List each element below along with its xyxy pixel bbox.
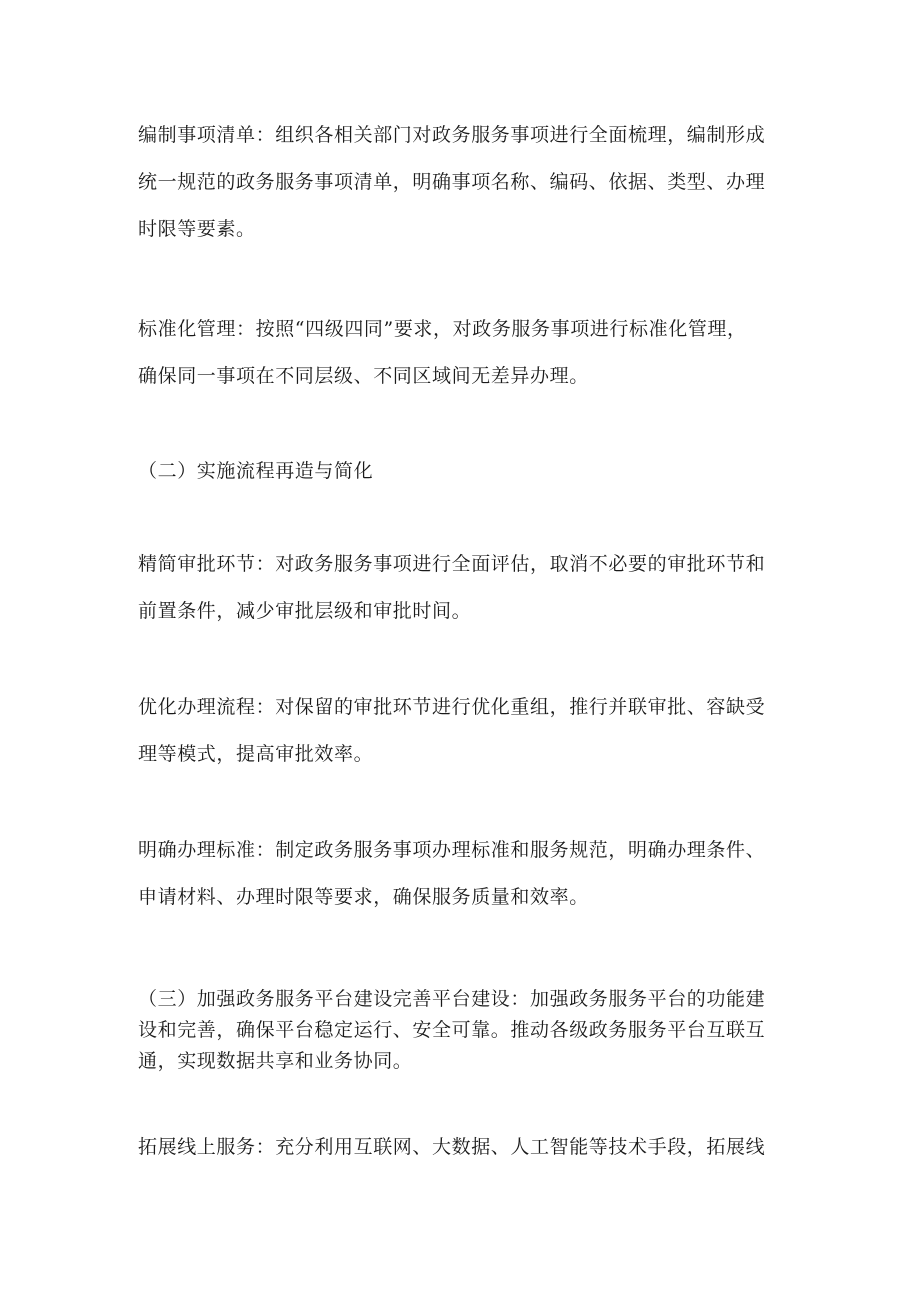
section-heading-process-reengineering [138, 448, 786, 495]
text-line: 优化办理流程：对保留的审批环节进行优化重组，推行并联审批、容缺受 [138, 696, 766, 718]
paragraph-platform-construction [138, 984, 786, 1077]
text-line: 标准化管理：按照“四级四同”要求，对政务服务事项进行标准化管理， [138, 318, 747, 340]
text-line: 时限等要素。 [138, 218, 256, 240]
text-line: 理等模式，提高审批效率。 [138, 743, 374, 765]
text-line: 编制事项清单：组织各相关部门对政务服务事项进行全面梳理，编制形成 [138, 124, 766, 146]
text-line: （三）加强政务服务平台建设完善平台建设：加强政务服务平台的功能建 [138, 988, 766, 1010]
paragraph-online-services [138, 1124, 786, 1171]
paragraph-compile-item-list [138, 112, 786, 253]
paragraph-standardized-management [138, 306, 786, 400]
text-line: 明确办理标准：制定政务服务事项办理标准和服务规范，明确办理条件、 [138, 839, 766, 861]
paragraph-clarify-standards [138, 827, 786, 921]
text-line: 拓展线上服务：充分利用互联网、大数据、人工智能等技术手段，拓展线 [138, 1136, 766, 1158]
text-line: 前置条件，减少审批层级和审批时间。 [138, 600, 472, 622]
text-line: 确保同一事项在不同层级、不同区域间无差异办理。 [138, 365, 589, 387]
text-line: 申请材料、办理时限等要求，确保服务质量和效率。 [138, 886, 589, 908]
paragraph-optimize-process [138, 684, 786, 778]
text-line: 精简审批环节：对政务服务事项进行全面评估，取消不必要的审批环节和 [138, 553, 766, 575]
section-heading: （二）实施流程再造与简化 [138, 460, 374, 482]
paragraph-streamline-approval [138, 541, 786, 635]
text-line: 设和完善，确保平台稳定运行、安全可靠。推动各级政务服务平台互联互 [138, 1019, 766, 1041]
text-line: 通，实现数据共享和业务协同。 [138, 1050, 413, 1072]
text-line: 统一规范的政务服务事项清单，明确事项名称、编码、依据、类型、办理 [138, 171, 766, 193]
